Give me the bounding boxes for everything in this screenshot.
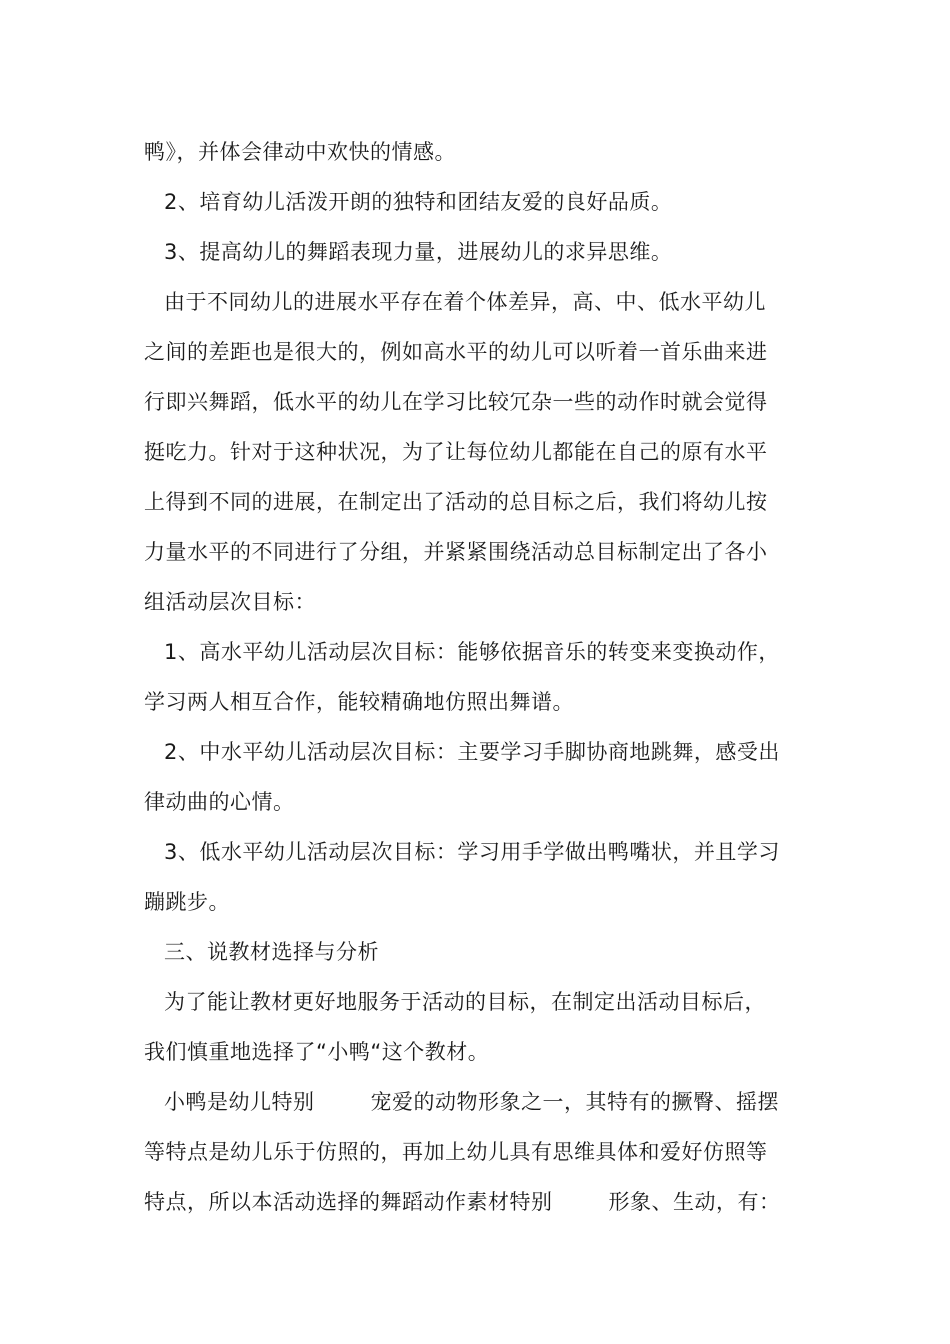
level-objective-high: 1、高水平幼儿活动层次目标：能够依据音乐的转变来变换动作， [164, 640, 780, 664]
paragraph-line: 之间的差距也是很大的，例如高水平的幼儿可以听着一首乐曲来进 [144, 340, 768, 364]
paragraph-line: 律动曲的心情。 [144, 790, 295, 814]
section-heading: 三、说教材选择与分析 [164, 940, 379, 964]
text-run: 形象、生动，有： [608, 1190, 781, 1214]
paragraph-line: 鸭》，并体会律动中欢快的情感。 [144, 140, 456, 164]
paragraph-line [164, 1088, 834, 1116]
paragraph-line: 组活动层次目标： [144, 590, 316, 614]
level-objective-low: 3、低水平幼儿活动层次目标：学习用手学做出鸭嘴状，并且学习 [164, 840, 780, 864]
paragraph-line: 挺吃力。针对于这种状况，为了让每位幼儿都能在自己的原有水平 [144, 440, 768, 464]
paragraph-line: 上得到不同的进展，在制定出了活动的总目标之后，我们将幼儿按 [144, 490, 768, 514]
paragraph-line: 我们慎重地选择了“小鸭“这个教材。 [144, 1040, 490, 1064]
objective-line-3: 3、提高幼儿的舞蹈表现力量，进展幼儿的求异思维。 [164, 240, 673, 264]
paragraph-line [144, 1188, 814, 1216]
text-run: 宠爱的动物形象之一，其特有的撅臀、摇摆 [370, 1090, 779, 1114]
paragraph-line: 学习两人相互合作，能较精确地仿照出舞谱。 [144, 690, 574, 714]
objective-line-2: 2、培育幼儿活泼开朗的独特和团结友爱的良好品质。 [164, 190, 673, 214]
paragraph-line: 行即兴舞蹈，低水平的幼儿在学习比较冗杂一些的动作时就会觉得 [144, 390, 768, 414]
text-run: 特点，所以本活动选择的舞蹈动作素材特别 [144, 1190, 553, 1214]
level-objective-mid: 2、中水平幼儿活动层次目标：主要学习手脚协商地跳舞，感受出 [164, 740, 780, 764]
paragraph-line: 力量水平的不同进行了分组，并紧紧围绕活动总目标制定出了各小 [144, 540, 768, 564]
paragraph-line: 为了能让教材更好地服务于活动的目标，在制定出活动目标后， [164, 990, 766, 1014]
paragraph-line: 由于不同幼儿的进展水平存在着个体差异，高、中、低水平幼儿 [164, 290, 766, 314]
paragraph-line: 蹦跳步。 [144, 890, 230, 914]
text-run: 小鸭是幼儿特别 [164, 1090, 315, 1114]
paragraph-line: 等特点是幼儿乐于仿照的，再加上幼儿具有思维具体和爱好仿照等 [144, 1140, 768, 1164]
